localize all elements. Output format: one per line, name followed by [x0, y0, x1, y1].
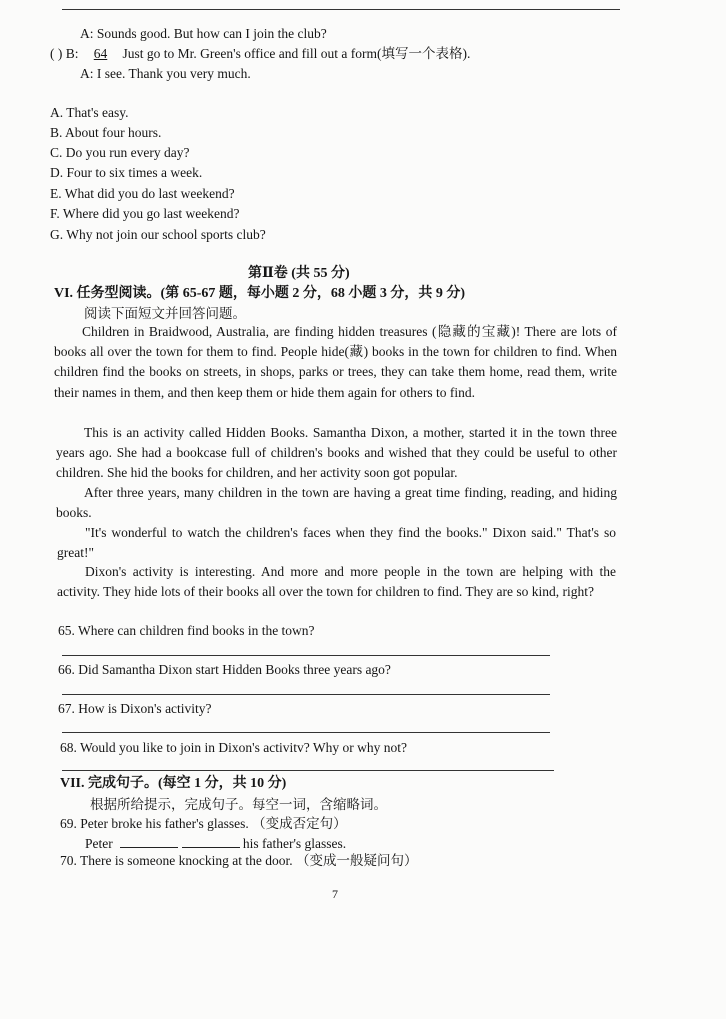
option-g: G. Why not join our school sports club? [50, 227, 266, 242]
passage-paragraph-5: Dixon's activity is interesting. And more and more people in the town are helping with the activity. They hide lots of their books all over the town for children to find. They are so kind, right? [57, 564, 616, 600]
passage-paragraph-4: "It's wonderful to watch the children's faces when they find the books." Dixon said." That's so great!" [57, 525, 616, 561]
answer-line-66[interactable] [62, 694, 550, 695]
option-b: B. About four hours. [50, 125, 162, 140]
q69-rest: his father's glasses. [242, 836, 347, 851]
blank-69-1[interactable] [120, 834, 178, 848]
part2-title: 第Ⅱ卷 (共 55 分) [248, 266, 350, 281]
option-e: E. What did you do last weekend? [50, 186, 235, 201]
dialogue-line-b [50, 45, 470, 62]
passage-paragraph-3: After three years, many children in the town are having a great time finding, reading, and hiding books. [56, 485, 617, 521]
page-number: 7 [332, 887, 338, 901]
section6-instruction: 阅读下面短文并回答问题。 [84, 306, 246, 321]
dialogue-line-a1: A: Sounds good. But how can I join the club? [80, 26, 327, 41]
q69-subject: Peter [85, 836, 113, 851]
answer-line-68[interactable] [62, 770, 554, 771]
passage-paragraph-1: Children in Braidwood, Australia, are finding hidden treasures (隐藏的宝藏)! There are lots of books all over the town for them to find. People hide(藏) books in the town for children to find. When children find the books on streets, in shops, parks or trees, they can take them home, read them, write their names in them, and then keep them or hide them again for others to find. [54, 324, 617, 400]
answer-bracket[interactable]: ( ) [50, 46, 63, 61]
passage-paragraph-2: This is an activity called Hidden Books. Samantha Dixon, a mother, started it in the town three years ago. She had a bookcase full of children's books and wished that they could be useful to other children. She hid the books for children, and her activity soon got popular. [56, 425, 617, 481]
section7-instruction: 根据所给提示，完成句子。每空一词，含缩略词。 [90, 797, 387, 812]
blank-69-2[interactable] [182, 834, 240, 848]
question-66: 66. Did Samantha Dixon start Hidden Books three years ago? [58, 662, 391, 677]
blank-64[interactable]: 64 [93, 46, 108, 61]
option-a: A. That's easy. [50, 105, 129, 120]
question-67: 67. How is Dixon's activity? [58, 701, 212, 716]
question-65: 65. Where can children find books in the town? [58, 623, 315, 638]
option-c: C. Do you run every day? [50, 145, 190, 160]
question-69-answer-line [85, 834, 346, 852]
top-rule [62, 9, 620, 10]
question-69: 69. Peter broke his father's glasses. （变成否定句） [60, 816, 347, 831]
dialogue-b-text: Just go to Mr. Green's office and fill out a form(填写一个表格). [122, 46, 471, 61]
speaker-b: B: [65, 46, 79, 61]
section6-heading: VI. 任务型阅读。(第 65-67 题，每小题 2 分，68 小题 3 分，共 9 分) [54, 286, 466, 301]
section7-heading: VII. 完成句子。(每空 1 分，共 10 分) [60, 776, 287, 791]
dialogue-line-a2: A: I see. Thank you very much. [80, 66, 251, 81]
option-f: F. Where did you go last weekend? [50, 206, 240, 221]
question-70: 70. There is someone knocking at the door. （变成一般疑问句） [60, 853, 418, 868]
option-d: D. Four to six times a week. [50, 165, 203, 180]
question-68: 68. Would you like to join in Dixon's activitv? Why or why not? [60, 740, 407, 755]
answer-line-65[interactable] [62, 655, 550, 656]
answer-line-67[interactable] [62, 732, 550, 733]
